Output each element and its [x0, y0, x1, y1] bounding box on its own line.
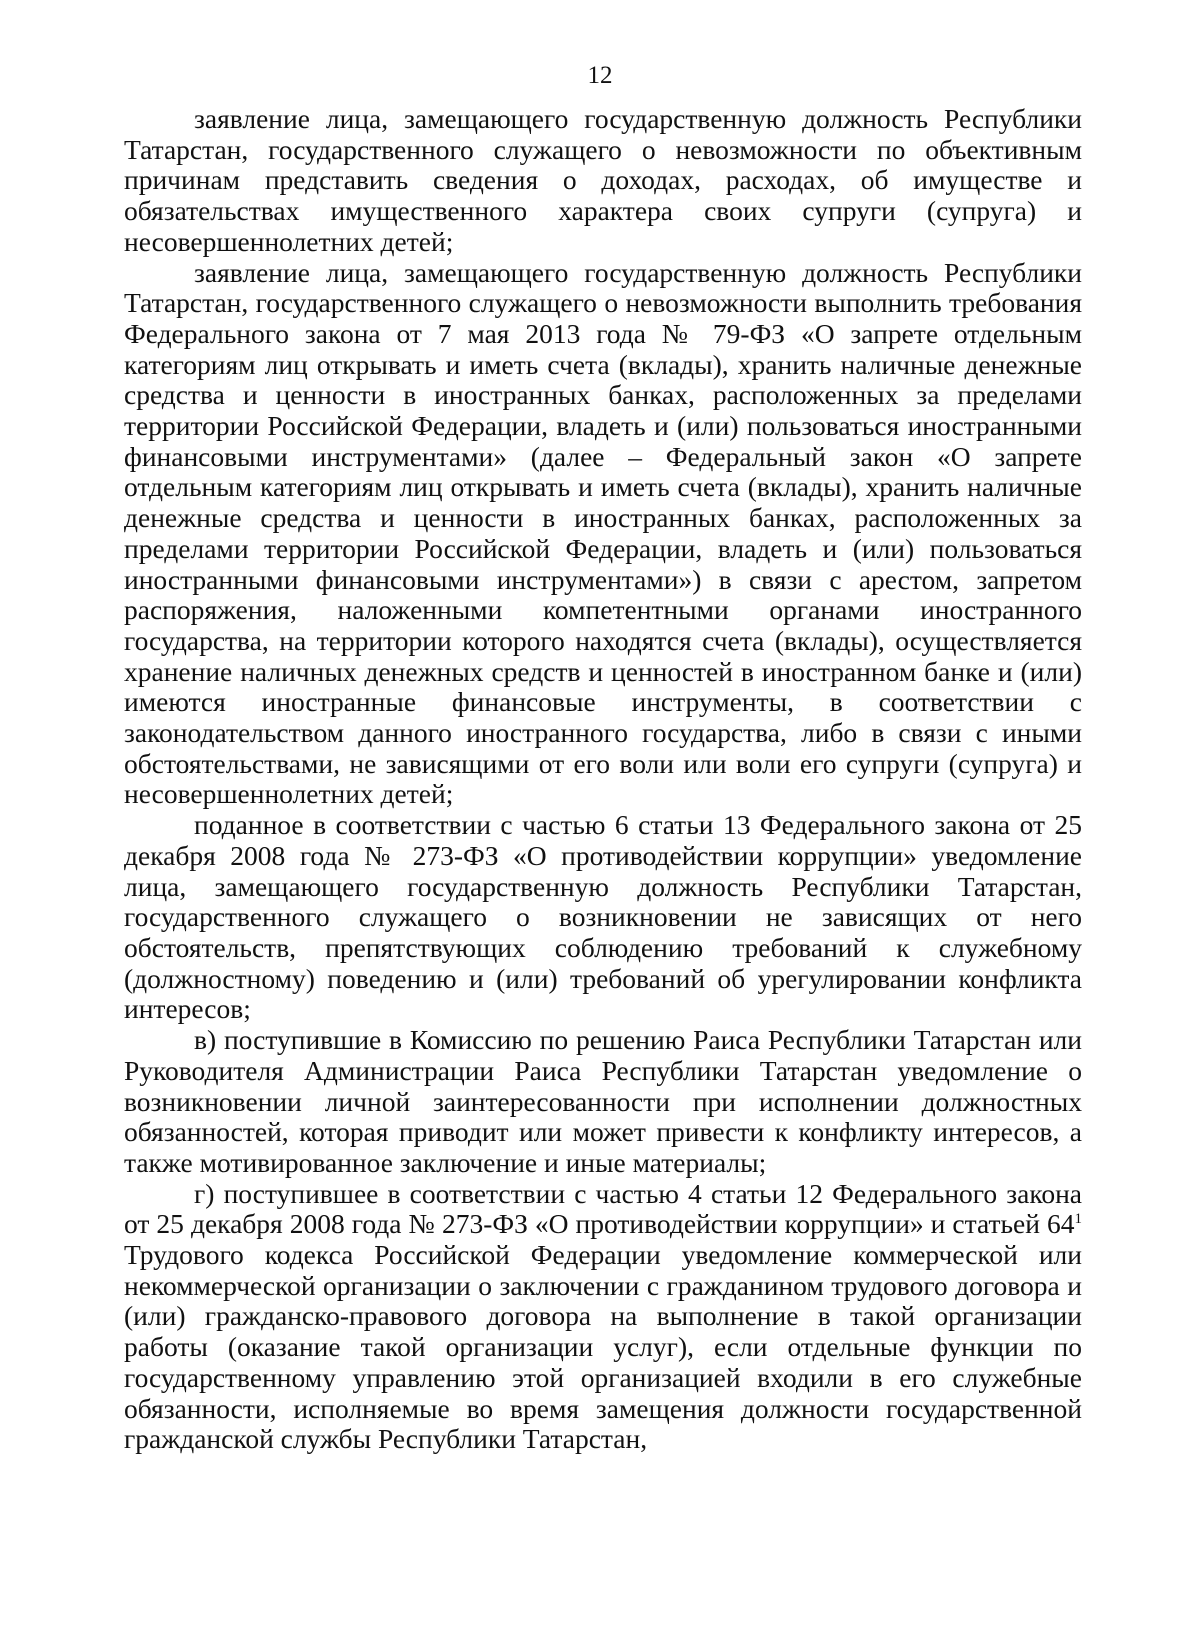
item-g-text-start: г) поступившее в соответствии с частью 4 статьи 12 Федерального закона от 25 декабря 2008 года № 273-ФЗ «О противодействии коррупции» и статьей 64: [124, 1177, 1082, 1240]
article-superscript: 1: [1074, 1211, 1082, 1228]
paragraph-notification-circumstances: поданное в соответствии с частью 6 статьи 13 Федерального закона от 25 декабря 2008 года № 273-ФЗ «О противодействии коррупции» уведомление лица, замещающего государственную должность Республики Татарстан, государственного служащего о возникновении не зависящих от него обстоятельств, препятствующих соблюдению требований к служебному (должностному) поведению и (или) требований об урегулировании конфликта интересов;: [124, 809, 1082, 1025]
paragraph-statement-information: заявление лица, замещающего государственную должность Республики Татарстан, государственного служащего о невозможности по объективным причинам представить сведения о доходах, расходах, об имуществе и обязательствах имущественного характера своих супруги (супруга) и несовершеннолетних детей;: [124, 103, 1082, 257]
item-g-text-end: Трудового кодекса Российской Федерации уведомление коммерческой или некоммерческой организации о заключении с гражданином трудового договора и (или) гражданско-правового договора на выполнение в такой организации работы (оказание такой организации услуг), если отдельные функции по государственному управлению этой организацией входили в его служебные обязанности, исполняемые во время замещения должности государственной гражданской службы Республики Татарстан,: [124, 1239, 1082, 1455]
paragraph-item-g: [124, 1179, 1082, 1455]
paragraph-item-v: в) поступившие в Комиссию по решению Раиса Республики Татарстан или Руководителя Администрации Раиса Республики Татарстан уведомление о возникновении личной заинтересованности при исполнении должностных обязанностей, которая приводит или может привести к конфликту интересов, а также мотивированное заключение и иные материалы;: [124, 1024, 1082, 1178]
document-body: [124, 104, 1082, 1455]
page-number: 12: [587, 62, 613, 89]
paragraph-statement-foreign-accounts: заявление лица, замещающего государственную должность Республики Татарстан, государственного служащего о невозможности выполнить требования Федерального закона от 7 мая 2013 года № 79-ФЗ «О запрете отдельным категориям лиц открывать и иметь счета (вклады), хранить наличные денежные средства и ценности в иностранных банках, расположенных за пределами территории Российской Федерации, владеть и (или) пользоваться иностранными финансовыми инструментами» (далее – Федеральный закон «О запрете отдельным категориям лиц открывать и иметь счета (вклады), хранить наличные денежные средства и ценности в иностранных банках, расположенных за пределами территории Российской Федерации, владеть и (или) пользоваться иностранными финансовыми инструментами») в связи с арестом, запретом распоряжения, наложенными компетентными органами иностранного государства, на территории которого находятся счета (вклады), осуществляется хранение наличных денежных средств и ценностей в иностранном банке и (или) имеются иностранные финансовые инструменты, в соответствии с законодательством данного иностранного государства, либо в связи с иными обстоятельствами, не зависящими от его воли или воли его супруги (супруга) и несовершеннолетних детей;: [124, 256, 1082, 810]
